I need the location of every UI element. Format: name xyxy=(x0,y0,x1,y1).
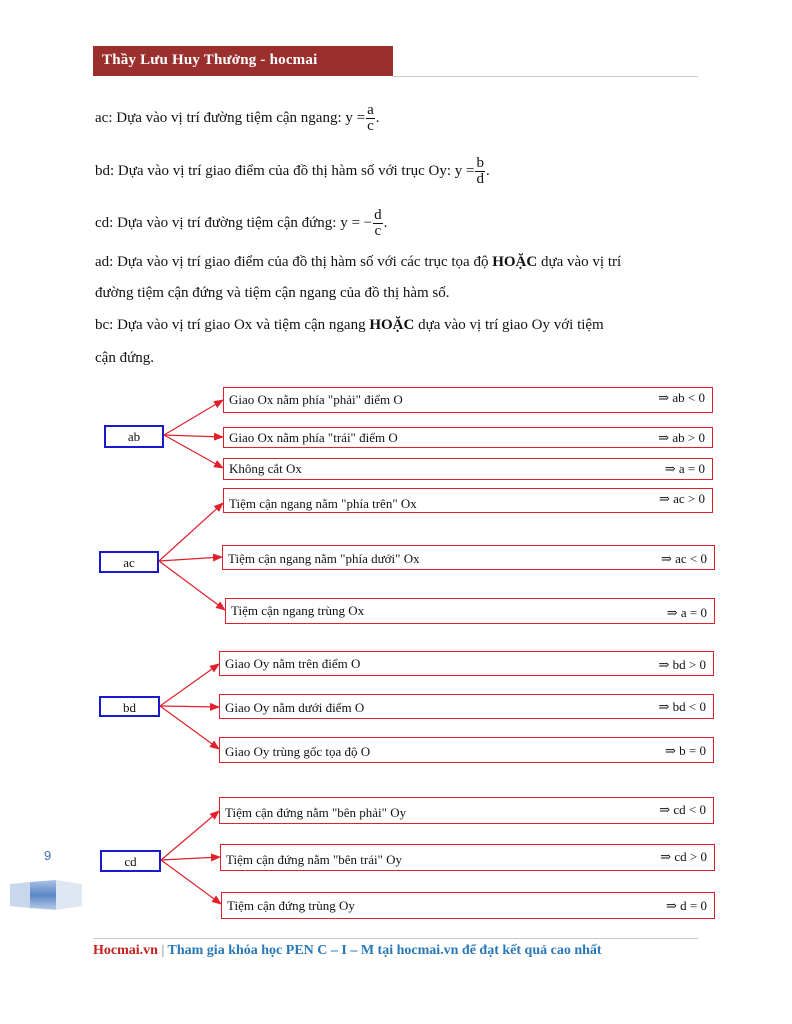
option-result: ⇒ ab < 0 xyxy=(658,390,705,405)
fraction-numerator: a xyxy=(367,102,374,118)
option-result: ⇒ cd > 0 xyxy=(660,849,707,864)
node-ac: ac xyxy=(99,551,159,573)
paragraph-bc-text-4: với tiệm xyxy=(553,317,604,333)
equation-ac: y = xyxy=(345,109,366,126)
option-result: ⇒ ac > 0 xyxy=(658,491,705,506)
footer-brand-link[interactable]: Hocmai.vn xyxy=(93,943,158,958)
fraction-numerator: b xyxy=(476,155,484,171)
period: . xyxy=(375,109,380,126)
footer-rule xyxy=(93,938,698,939)
arrow-ac-1 xyxy=(159,503,223,561)
axis-oy: Oy xyxy=(428,162,447,179)
option-label: Giao Oy nằm dưới điểm O xyxy=(225,700,365,715)
option-box xyxy=(220,844,715,871)
arrow-ab-2 xyxy=(164,435,223,437)
arrow-cd-2 xyxy=(161,857,220,860)
option-result: ⇒ a = 0 xyxy=(666,605,707,620)
paragraph-ac-text: : Dựa vào vị trí đường tiệm cận ngang: xyxy=(108,109,342,126)
option-box xyxy=(225,598,715,624)
option-result: ⇒ bd > 0 xyxy=(658,657,706,672)
arrow-bd-2 xyxy=(160,706,219,707)
fraction-denominator: c xyxy=(374,223,382,239)
option-result: ⇒ cd < 0 xyxy=(659,802,706,817)
option-label: Giao Oy nằm trên điểm O xyxy=(225,656,361,671)
option-box xyxy=(223,387,713,413)
period: . xyxy=(383,214,388,231)
arrow-bd-1 xyxy=(160,664,219,706)
paragraph-ad-text: : Dựa vào vị trí giao điểm của đồ thị hàm số với các trục tọa độ xyxy=(109,254,489,270)
option-result: ⇒ a = 0 xyxy=(664,461,705,476)
footer-separator: | xyxy=(161,943,165,958)
node-cd: cd xyxy=(100,850,161,872)
equation-cd: y = − xyxy=(340,214,373,231)
option-box xyxy=(221,892,715,919)
paragraph-bc-line2: cận đứng. xyxy=(95,350,154,366)
fraction-numerator: d xyxy=(374,207,382,223)
option-box xyxy=(219,651,714,676)
option-label: Không cắt Ox xyxy=(229,461,302,476)
arrow-cd-3 xyxy=(161,860,221,904)
fraction-denominator: c xyxy=(367,118,374,134)
paragraph-bc-text-3: dựa vào vị trí giao xyxy=(418,317,528,333)
option-label: Tiệm cận đứng trùng Oy xyxy=(227,898,355,913)
arrow-ab-3 xyxy=(164,435,223,468)
paragraph-ad-line2: đường tiệm cận đứng và tiệm cận ngang của đồ thị hàm số. xyxy=(95,285,450,301)
option-label: Giao Ox nằm phía "phải" điểm O xyxy=(229,392,403,407)
option-box xyxy=(222,545,715,570)
option-label: Tiệm cận ngang trùng Ox xyxy=(231,603,365,618)
term-ac: ac xyxy=(95,109,109,126)
period: . xyxy=(485,162,490,179)
paragraph-bc-text: : Dựa vào vị trí giao xyxy=(109,317,231,333)
node-ab: ab xyxy=(104,425,164,448)
option-label: Giao Oy trùng gốc tọa độ O xyxy=(225,744,371,759)
term-bd: bd xyxy=(95,162,110,179)
arrow-cd-1 xyxy=(161,811,219,860)
option-box xyxy=(219,694,714,719)
emphasis-hoac: HOẶC xyxy=(492,254,538,270)
option-box xyxy=(223,427,713,448)
fraction-denominator: d xyxy=(476,171,484,187)
arrow-ac-3 xyxy=(159,561,225,610)
paragraph-bc-text-2: và tiệm cận ngang xyxy=(256,317,366,333)
arrow-ac-2 xyxy=(159,557,222,561)
paragraph-cd-text: : Dựa vào vị trí đường tiệm cận đứng: xyxy=(109,214,337,231)
arrow-bd-3 xyxy=(160,706,219,749)
option-label: Tiệm cận ngang nằm "phía dưới" Ox xyxy=(228,551,420,566)
option-result: ⇒ ac < 0 xyxy=(660,551,707,566)
term-ad: ad xyxy=(95,254,110,270)
page-ribbon-icon xyxy=(10,880,82,910)
footer-message: Tham gia khóa học PEN C – I – M tại hocmai.vn để đạt kết quả cao nhất xyxy=(167,943,602,958)
option-box xyxy=(223,458,713,480)
axis-oy: Oy xyxy=(531,317,550,333)
term-cd: cd xyxy=(95,214,110,231)
emphasis-hoac: HOẶC xyxy=(369,317,415,333)
option-box xyxy=(219,797,714,824)
option-result: ⇒ ab > 0 xyxy=(658,430,705,445)
option-result: ⇒ bd < 0 xyxy=(658,699,706,714)
term-bc: bc xyxy=(95,317,110,333)
node-bd: bd xyxy=(99,696,160,717)
header-title: Thầy Lưu Huy Thưởng - hocmai xyxy=(102,52,318,68)
option-result: ⇒ b = 0 xyxy=(665,743,706,758)
option-label: Tiệm cận đứng nằm "bên trái" Oy xyxy=(226,852,403,867)
option-box xyxy=(219,737,714,763)
arrow-ab-1 xyxy=(164,400,223,435)
footer xyxy=(93,943,602,959)
option-label: Tiệm cận đứng nằm "bên phải" Oy xyxy=(225,805,407,820)
option-result: ⇒ d = 0 xyxy=(666,898,707,913)
option-label: Tiệm cận ngang nằm "phía trên" Ox xyxy=(229,496,417,511)
axis-ox: Ox xyxy=(233,317,253,333)
paragraph-bd-text: : Dựa vào vị trí giao điểm của đồ thị hàm số với trục xyxy=(110,162,425,179)
option-box xyxy=(223,488,713,513)
page-number: 9 xyxy=(44,848,52,863)
paragraph-ad-text-cont: dựa vào vị trí xyxy=(540,254,622,270)
option-label: Giao Ox nằm phía "trái" điểm O xyxy=(229,430,398,445)
equation-bd: : y = xyxy=(446,162,475,179)
